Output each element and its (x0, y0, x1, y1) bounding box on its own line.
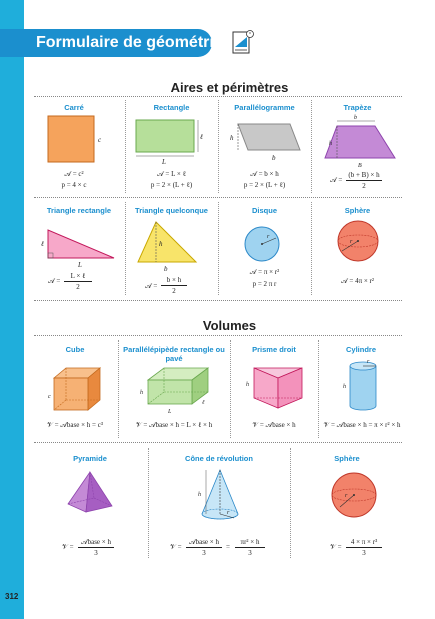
divider (34, 300, 402, 301)
formula-area: 𝒜 = c² (64, 170, 84, 178)
divider (34, 96, 402, 97)
column-separator (118, 340, 119, 438)
svg-text:h: h (230, 134, 234, 142)
formula-perimeter: p = 4 × c (61, 181, 87, 189)
disk-figure (240, 224, 284, 264)
formula-lhs: 𝒜 = (330, 176, 343, 184)
cell-title-trapeze: Trapèze (343, 103, 372, 112)
formula-lhs: 𝒱 = (330, 543, 342, 551)
page-number: 312 (5, 592, 19, 601)
cell-title-sphere: Sphère (344, 206, 371, 215)
formula-numerator: 𝒜base × h (78, 538, 114, 548)
cell-title-carre: Carré (64, 103, 84, 112)
divider (34, 442, 402, 443)
cell-title-cone: Cône de révolution (185, 454, 253, 463)
trapezoid-figure (317, 114, 399, 170)
divider (34, 335, 402, 336)
formula-volume: 𝒱 = 𝒜base × h (252, 421, 296, 429)
formula-area: 𝒜 = b × h (250, 170, 279, 178)
cell-title-sphere-volume: Sphère (334, 454, 360, 463)
formula-numerator: L × ℓ (64, 272, 92, 282)
svg-text:L: L (162, 158, 166, 166)
svg-text:b: b (272, 154, 276, 162)
page-title: Formulaire de géométrie (36, 34, 223, 51)
section-title-areas: Aires et périmètres (170, 80, 289, 95)
svg-text:c: c (48, 394, 51, 400)
formula-lhs: 𝒜 = (145, 282, 158, 290)
formula-lhs: 𝒜 = (48, 277, 61, 285)
formula-area: 𝒜 = L × ℓ (157, 170, 186, 178)
svg-text:h: h (198, 492, 201, 498)
formula-denominator: 2 (172, 287, 176, 295)
formula-volume: 𝒱 = 𝒜base × h = c³ (47, 421, 103, 429)
formula-perimeter: p = 2 π r (252, 280, 277, 288)
svg-text:L: L (168, 409, 172, 415)
svg-text:r: r (227, 510, 230, 516)
svg-text:r: r (267, 234, 270, 240)
column-separator (218, 202, 219, 295)
cone-figure (192, 466, 248, 526)
formula-lhs: 𝒱 = (170, 543, 182, 551)
formula-denominator: 3 (248, 549, 252, 557)
left-sidebar-bar (0, 0, 24, 619)
cell-title-rectangle: Rectangle (153, 103, 190, 112)
formula-numerator: πr² × h (235, 538, 265, 548)
cell-title-prisme: Prisme droit (252, 345, 296, 354)
cylinder-figure (340, 358, 386, 416)
formula-denominator: 3 (202, 549, 206, 557)
formula-denominator: 3 (362, 549, 366, 557)
column-separator (125, 100, 126, 193)
formula-volume: 𝒱 = 𝒜base × h = π × r² × h (323, 421, 401, 429)
cell-title-triangle-quelconque: Triangle quelconque (135, 206, 208, 215)
sphere-volume-figure (328, 470, 380, 520)
prism-figure (244, 362, 310, 416)
column-separator (230, 340, 231, 438)
formula-numerator: b × h (161, 276, 187, 286)
svg-text:ℓ: ℓ (202, 400, 205, 406)
svg-text:h: h (246, 382, 249, 388)
svg-text:r: r (345, 493, 348, 499)
rectangle-figure (132, 116, 212, 166)
sphere-figure (334, 218, 382, 264)
formula-perimeter: p = 2 × (L + ℓ) (243, 181, 286, 189)
formula-area: 𝒜 = 4π × r² (341, 277, 374, 285)
formula-denominator: 3 (94, 549, 98, 557)
formula-lhs: 𝒱 = (62, 543, 74, 551)
column-separator (125, 202, 126, 295)
svg-text:L: L (78, 261, 82, 269)
formula-equals: = (226, 543, 230, 551)
column-separator (148, 448, 149, 558)
right-triangle-figure (38, 224, 122, 270)
cube-figure (46, 364, 108, 416)
column-separator (318, 340, 319, 438)
svg-text:h: h (329, 141, 332, 147)
cell-title-cylindre: Cylindre (345, 345, 376, 354)
cell-title-cube: Cube (65, 345, 85, 354)
column-separator (311, 202, 312, 295)
pyramid-figure (64, 468, 116, 518)
svg-text:c: c (98, 136, 102, 144)
formula-area: 𝒜 = π × r² (249, 268, 280, 276)
svg-text:b: b (354, 115, 357, 121)
column-separator (311, 100, 312, 193)
cell-title-pyramide: Pyramide (73, 454, 107, 463)
section-title-volumes: Volumes (202, 318, 257, 333)
cell-title-disque: Disque (251, 206, 277, 215)
svg-text:h: h (159, 240, 163, 248)
document-icon (232, 29, 254, 55)
svg-text:ℓ: ℓ (200, 133, 203, 141)
square-figure (42, 112, 106, 166)
triangle-figure (132, 216, 212, 272)
formula-denominator: 2 (362, 182, 366, 190)
svg-text:b: b (164, 265, 168, 272)
formula-numerator: 𝒜base × h (186, 538, 222, 548)
formula-perimeter: p = 2 × (L + ℓ) (150, 181, 193, 189)
formula-numerator: 4 × π × r³ (346, 538, 382, 548)
divider (34, 197, 402, 198)
column-separator (218, 100, 219, 193)
cell-title-parallelogramme: Parallélogramme (234, 103, 295, 112)
column-separator (290, 448, 291, 558)
svg-text:B: B (358, 163, 362, 169)
cuboid-figure (134, 364, 216, 416)
parallelogram-figure (224, 118, 306, 164)
svg-text:r: r (367, 359, 370, 365)
svg-text:h: h (343, 384, 346, 390)
svg-text:h: h (140, 390, 143, 396)
cell-title-pave: Parallélépipède rectangle ou pavé (123, 345, 225, 363)
formula-volume: 𝒱 = 𝒜base × h = L × ℓ × h (135, 421, 213, 429)
cell-title-triangle-rectangle: Triangle rectangle (46, 206, 112, 215)
svg-text:ℓ: ℓ (41, 240, 44, 248)
formula-numerator: (b + B) × h (346, 171, 382, 181)
svg-text:r: r (350, 239, 353, 245)
formula-denominator: 2 (76, 283, 80, 291)
